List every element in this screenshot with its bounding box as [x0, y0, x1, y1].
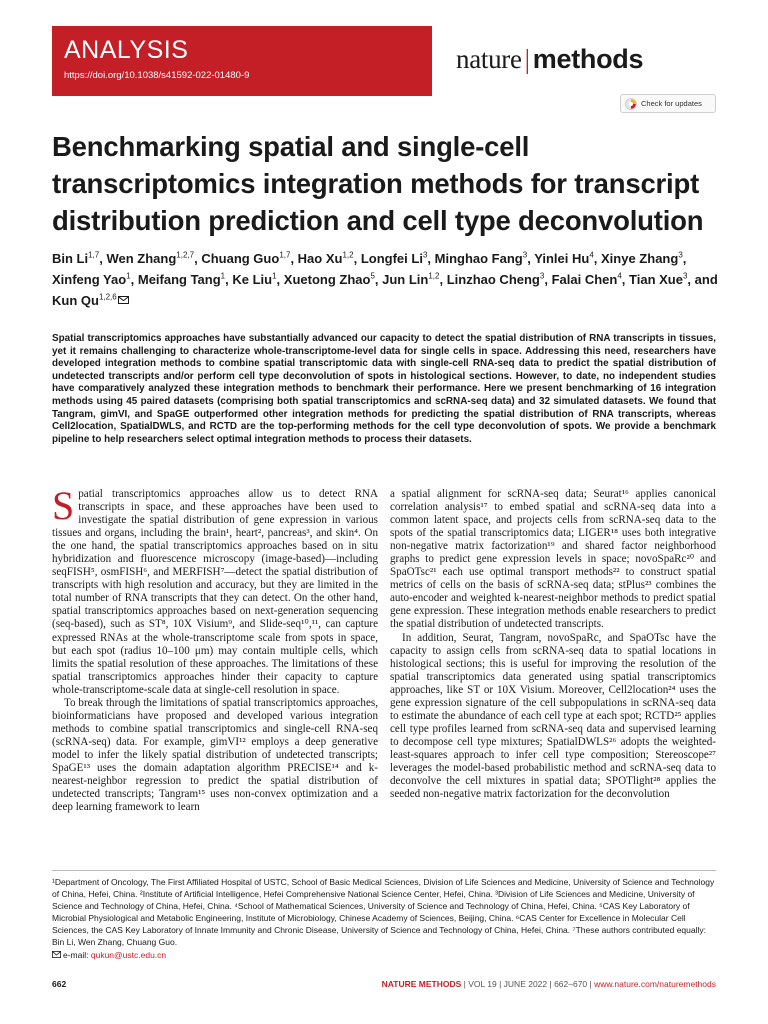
footnote-divider	[52, 870, 716, 871]
author-name[interactable]: Xinfeng Yao	[52, 272, 127, 287]
author-name[interactable]: Meifang Tang	[137, 272, 221, 287]
author-name[interactable]: Ke Liu	[232, 272, 273, 287]
author-name[interactable]: Chuang Guo	[201, 251, 280, 266]
author-affiliation: 3	[522, 250, 528, 260]
body-column-right	[390, 488, 716, 801]
journal-name-part2: methods	[532, 44, 644, 74]
author-affiliation: 3	[682, 271, 688, 281]
author-affiliation: 3	[539, 271, 545, 281]
author-affiliation: 1	[272, 271, 277, 281]
author-name[interactable]: Linzhao Cheng	[446, 272, 540, 287]
section-label: ANALYSIS	[64, 36, 189, 64]
author-affiliation: 4	[589, 250, 594, 260]
body-paragraph	[52, 483, 378, 697]
author-name[interactable]: Yinlei Hu	[534, 251, 590, 266]
body-text: patial transcriptomics approaches allow us to detect RNA transcripts in space, and these approaches have been used to investigate the spatial distribution of gene expression in various tissues and organs, including the brain¹, heart², pancreas³, and skin⁴. On the one hand, the spatial transcriptomics approaches based on in situ hybridization and fluorescence microscopy (image-based)—including seqFISH⁵, osmFISH⁶, and MERFISH⁷—detect the spatial distribution of transcripts with high resolution and accuracy, but they are limited in the total number of RNA transcripts that they can detect. On the other hand, spatial transcriptomics approaches based on next-generation sequencing (seq-based), such as ST⁸, 10X Visium⁹, and Slide-seq¹⁰,¹¹, can capture expressed RNAs at the whole-transcriptome scale from spots in space, but each spot (radius 10–100 μm) may contain multiple cells, which limits the spatial resolution of these approaches. The limitations of these spatial transcriptomics approaches hinder their capacity to capture whole-transcriptome-scale data at single-cell resolution in space.	[52, 488, 378, 696]
email-link[interactable]: qukun@ustc.edu.cn	[90, 949, 167, 960]
author-name[interactable]: Hao Xu	[297, 251, 343, 266]
journal-logo[interactable]	[456, 44, 643, 75]
author-affiliation: 1	[126, 271, 131, 281]
author-affiliation: 1,7	[88, 250, 100, 260]
article-header	[52, 26, 716, 118]
logo-separator: |	[524, 44, 530, 74]
author-name[interactable]: Longfei Li	[360, 251, 423, 266]
author-list: Bin Li$^{1,7}$, Wen Zhang$^{1,2,7}$, Chuang Guo$^{1,7}$, Hao Xu$^{1,2}$, Longfei Li$^3$, Minghao Fang$^3$, Yinlei Hu$^4$, Xinye Zhang$^3$, Xinfeng Yao$^1$, Meifang Tang$^1$, Ke Liu$^1$, Xuetong Zhao$^5$, Jun Lin$^{1,2}$, Linzhao Cheng$^3$, Falai Chen$^4$, Tian Xue$^3$, and Kun Qu$^{1,2,6}$	[52, 250, 718, 308]
affiliations-footnote	[52, 876, 716, 961]
author-name[interactable]: Kun Qu	[52, 293, 99, 308]
author-name[interactable]: Xuetong Zhao	[283, 272, 371, 287]
abstract: Spatial transcriptomics approaches have substantially advanced our capacity to detect the spatial distribution of RNA transcripts in tissues, yet it remains challenging to characterize whole-transcriptome-level data for single cells in space. Addressing this need, researchers have developed integration methods to combine spatial transcriptomic data with single-cell RNA-seq data to predict the spatial distribution of undetected transcripts and/or perform cell type deconvolution of spots in histological sections. However, to date, no independent studies have comparatively analyzed these integration methods to benchmark their performance. Here we present benchmarking of 16 integration methods using 45 paired datasets (comprising both spatial transcriptomics and scRNA-seq data) and 32 simulated datasets. We found that Tangram, gimVI, and SpaGE outperformed other integration methods for predicting the spatial distribution of RNA transcripts, whereas Cell2location, SpatialDWLS, and RCTD are the top-performing methods for the cell type deconvolution of spots. We provide a benchmark pipeline to help researchers select optimal integration methods to process their datasets.	[52, 333, 716, 445]
author-name[interactable]: Xinye Zhang	[601, 251, 679, 266]
body-paragraph: To break through the limitations of spatial transcriptomics approaches, bioinformaticians have proposed and developed various integration methods to combine spatial transcriptomics and single-cell RNA-seq (scRNA-seq) data. For example, gimVI¹² employs a deep generative model to infer the likely spatial distribution of undetected transcripts; SpaGE¹³ uses the domain adaptation algorithm PRECISE¹⁴ and k-nearest-neighbor regression to predict the spatial distribution of undetected transcripts; Tangram¹⁵ uses non-convex optimization and a deep learning framework to learn	[52, 696, 378, 814]
author-affiliation: 1,2,7	[176, 250, 195, 260]
author-affiliation: 4	[617, 271, 622, 281]
author-name[interactable]: Wen Zhang	[106, 251, 177, 266]
author-name[interactable]: Jun Lin	[382, 272, 429, 287]
author-name[interactable]: Bin Li	[52, 251, 89, 266]
author-affiliation: 1	[220, 271, 226, 281]
email-label: e-mail:	[63, 949, 91, 960]
body-paragraph: a spatial alignment for scRNA-seq data; Seurat¹⁶ applies canonical correlation analysis¹⁷ to embed spatial and scRNA-seq data into a common latent space, and projects cells from scRNA-seq data to the spots of the spatial transcriptomics data; LIGER¹⁸ uses both integrative non-negative matrix factorization¹⁹ and shared factor neighborhood graphs to predict gene expression levels in space; novoSpaRc²⁰ and SpaOTsc²¹ each use optimal transport methods²² to construct spatial metrics of cells on the basis of scRNA-seq data; stPlus²³ combines the auto-encoder and weighted k-nearest-neighbor methods to predict spatial gene expression. These integration methods enable researchers to predict the spatial distribution of undetected transcripts.	[390, 488, 716, 631]
page-number: 662	[52, 979, 67, 989]
journal-url-link[interactable]: www.nature.com/naturemethods	[594, 979, 716, 989]
author-affiliation: 1,2,6	[98, 292, 117, 302]
affiliations-text: ¹Department of Oncology, The First Affiliated Hospital of USTC, School of Basic Medical Sciences, Division of Life Sciences and Medicine, University of Science and Technology of China, Hefei, China. ²Institute of Artificial Intelligence, Hefei Comprehensive National Science Center, Hefei, China. ³Division of Life Sciences and Medicine, University of Science and Technology of China, Hefei, China. ⁴School of Mathematical Sciences, University of Science and Technology of China, Hefei, China. ⁵CAS Key Laboratory of Microbial Physiological and Metabolic Engineering, Institute of Microbiology, Chinese Academy of Sciences, Beijing, China. ⁶CAS Center for Excellence in Molecular Cell Sciences, the CAS Key Laboratory of Innate Immunity and Chronic Disease, University of Science and Technology of China, Hefei, China. ⁷These authors contributed equally: Bin Li, Wen Zhang, Chuang Guo.	[52, 877, 715, 948]
check-updates-label: Check for updates	[641, 99, 702, 108]
author-name[interactable]: Minghao Fang	[434, 251, 523, 266]
check-updates-icon	[625, 98, 637, 110]
author-affiliation: 3	[678, 250, 683, 260]
envelope-icon	[52, 951, 61, 958]
author-name[interactable]: Falai Chen	[551, 272, 618, 287]
footer-citation	[382, 979, 716, 989]
author-affiliation: 3	[422, 250, 428, 260]
section-banner	[52, 26, 432, 96]
body-column-left	[52, 483, 378, 814]
body-paragraph: In addition, Seurat, Tangram, novoSpaRc, and SpaOTsc have the capacity to assign cells from scRNA-seq data to spatial locations in histological sections; this is useful for improving the resolution of the spatial transcriptomics data generated using spatial transcriptomics approaches, like ST or 10X Visium. Moreover, Cell2location²⁴ uses the gene expression signature of the cell subpopulations in scRNA-seq data to estimate the abundance of each cell type at each spot; RCTD²⁵ applies cell type profiles learned from scRNA-seq data and supervised learning to decompose cell type mixtures; SpatialDWLS²⁶ adopts the weighted-least-squares approach to infer cell type composition; Stereoscope²⁷ leverages the model-based probabilistic method and scRNA-seq data to deconvolve the cell mixtures in spatial data; SPOTlight²⁸ applies the seeded non-negative matrix factorization for the deconvolution	[390, 631, 716, 801]
article-title: Benchmarking spatial and single-cell transcriptomics integration methods for transcript distribution prediction and cell type deconvolution	[52, 131, 704, 236]
footer-journal-name: NATURE METHODS	[381, 979, 462, 989]
corresponding-author-icon[interactable]	[118, 296, 129, 304]
doi-link[interactable]: https://doi.org/10.1038/s41592-022-01480-9	[64, 70, 250, 81]
author-affiliation: 1,2	[342, 250, 354, 260]
journal-name-part1: nature	[456, 44, 522, 74]
check-updates-button[interactable]	[620, 94, 716, 113]
footer-issue: | VOL 19 | JUNE 2022 | 662–670 |	[461, 979, 595, 989]
author-affiliation: 1,7	[279, 250, 291, 260]
email-line	[52, 949, 716, 961]
author-affiliation: 5	[370, 271, 375, 281]
author-name[interactable]: Tian Xue	[629, 272, 683, 287]
author-affiliation: 1,2	[428, 271, 440, 281]
drop-cap: S	[52, 483, 75, 528]
